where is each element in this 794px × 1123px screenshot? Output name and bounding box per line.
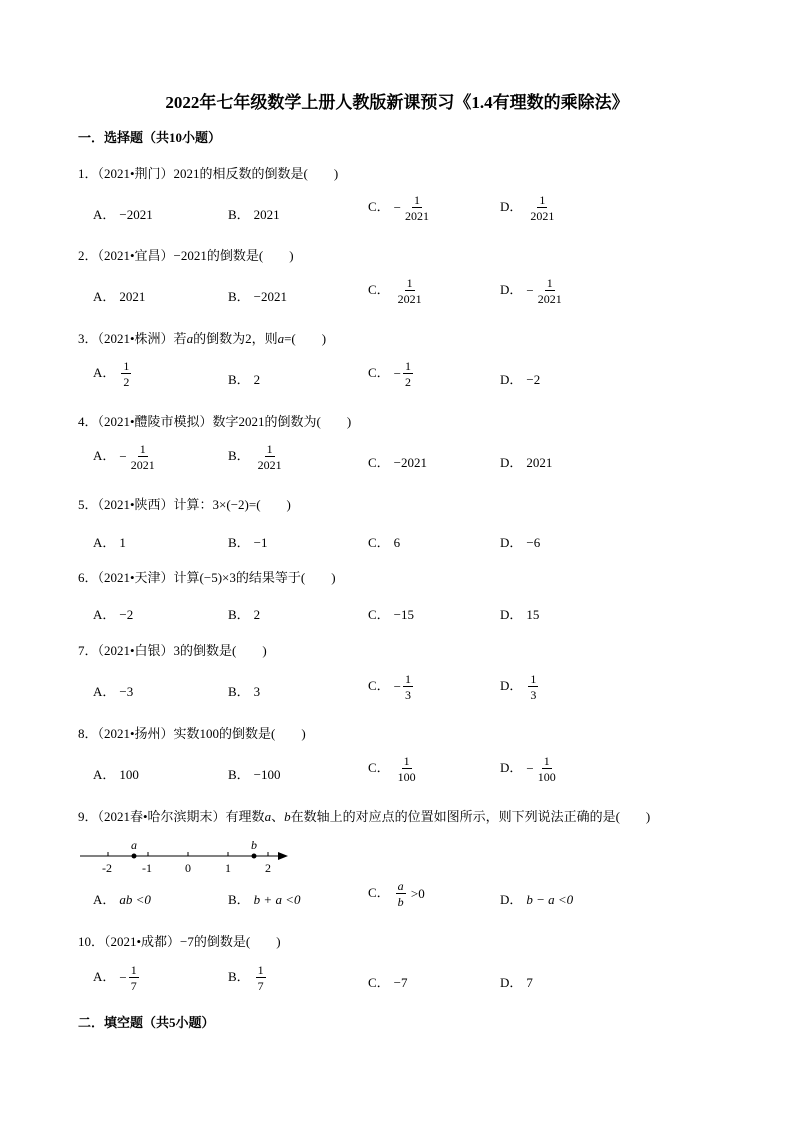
q8-option-d: D． − $\frac{1}{100}$ [500, 754, 556, 784]
q6-option-d: D． 15 [500, 607, 540, 622]
q10-option-d: D． 7 [500, 975, 533, 990]
point-a-label: a [131, 838, 137, 852]
q3-option-c: C． − $\frac{1}{2}$ [368, 359, 412, 389]
q4-option-c: C． −2021 [368, 455, 428, 470]
q10-option-c: C． −7 [368, 975, 408, 990]
q2-option-a: A． 2021 [93, 289, 146, 304]
number-line-arrow [278, 852, 288, 860]
q9-option-b: B． b + a <0 [228, 892, 301, 907]
q9-option-c: C． $\frac{a}{b}$ >0 [368, 879, 425, 909]
q10-option-a: A． − $\frac{1}{7}$ [93, 963, 137, 993]
q8-option-c: C． $\frac{1}{100}$ [368, 754, 416, 784]
question-3: 3．（2021•株洲）若a的倒数为2，则a=( ) [78, 331, 327, 346]
q7-option-c: C． − $\frac{1}{3}$ [368, 672, 412, 702]
section-heading-choice: 一．选择题（共10小题） [78, 130, 222, 145]
q8-option-b: B． −100 [228, 767, 281, 782]
q1-option-c: C． − $\frac{1}{2021}$ [368, 193, 430, 223]
q2-option-c: C． $\frac{1}{2021}$ [368, 276, 422, 306]
q1-option-d: D． $\frac{1}{2021}$ [500, 193, 555, 223]
tick-label-minus-2: -2 [102, 861, 112, 875]
section-heading-fill-in: 二．填空题（共5小题） [78, 1015, 215, 1030]
point-b-dot [252, 854, 257, 859]
q6-option-c: C． −15 [368, 607, 415, 622]
q1-option-b: B． 2021 [228, 207, 280, 222]
question-1: 1．（2021•荆门）2021的相反数的倒数是( ) [78, 166, 339, 181]
q6-option-a: A． −2 [93, 607, 134, 622]
number-line-figure [76, 838, 296, 878]
question-7: 7．（2021•白银）3的倒数是( ) [78, 643, 267, 658]
question-9: 9．（2021春•哈尔滨期末）有理数a、b在数轴上的对应点的位置如图所示，则下列说法正确的是( ) [78, 809, 651, 824]
q4-option-a: A． − $\frac{1}{2021}$ [93, 442, 155, 472]
q7-option-a: A． −3 [93, 684, 134, 699]
q9-option-a: A． ab <0 [93, 892, 151, 907]
q2-option-b: B． −2021 [228, 289, 288, 304]
q3-option-d: D． −2 [500, 372, 541, 387]
point-b-label: b [251, 838, 257, 852]
q5-option-b: B． −1 [228, 535, 268, 550]
tick-label-minus-1: -1 [142, 861, 152, 875]
tick-label-2: 2 [265, 861, 271, 875]
q4-option-d: D． 2021 [500, 455, 553, 470]
q7-option-d: D． $\frac{1}{3}$ [500, 672, 537, 702]
q3-option-a: A． $\frac{1}{2}$ [93, 359, 130, 389]
q6-option-b: B． 2 [228, 607, 261, 622]
tick-label-1: 1 [225, 861, 231, 875]
question-6: 6．（2021•天津）计算(−5)×3的结果等于( ) [78, 570, 336, 585]
page-title: 2022年七年级数学上册人教版新课预习《1.4有理数的乘除法》 [165, 93, 629, 112]
q2-option-d: D． − $\frac{1}{2021}$ [500, 276, 562, 306]
point-a-dot [132, 854, 137, 859]
q1-option-a: A． −2021 [93, 207, 153, 222]
question-4: 4．（2021•醴陵市模拟）数字2021的倒数为( ) [78, 414, 352, 429]
q10-option-b: B． $\frac{1}{7}$ [228, 963, 264, 993]
question-5: 5．（2021•陕西）计算：3×(−2)=( ) [78, 497, 291, 512]
q9-option-d: D． b − a <0 [500, 892, 574, 907]
q5-option-c: C． 6 [368, 535, 401, 550]
question-8: 8．（2021•扬州）实数100的倒数是( ) [78, 726, 306, 741]
tick-label-0: 0 [185, 861, 191, 875]
question-10: 10．（2021•成都）−7的倒数是( ) [78, 934, 281, 949]
q5-option-d: D． −6 [500, 535, 541, 550]
q4-option-b: B． $\frac{1}{2021}$ [228, 442, 282, 472]
question-2: 2．（2021•宜昌）−2021的倒数是( ) [78, 248, 294, 263]
q8-option-a: A． 100 [93, 767, 139, 782]
q5-option-a: A． 1 [93, 535, 126, 550]
q7-option-b: B． 3 [228, 684, 261, 699]
q3-option-b: B． 2 [228, 372, 261, 387]
